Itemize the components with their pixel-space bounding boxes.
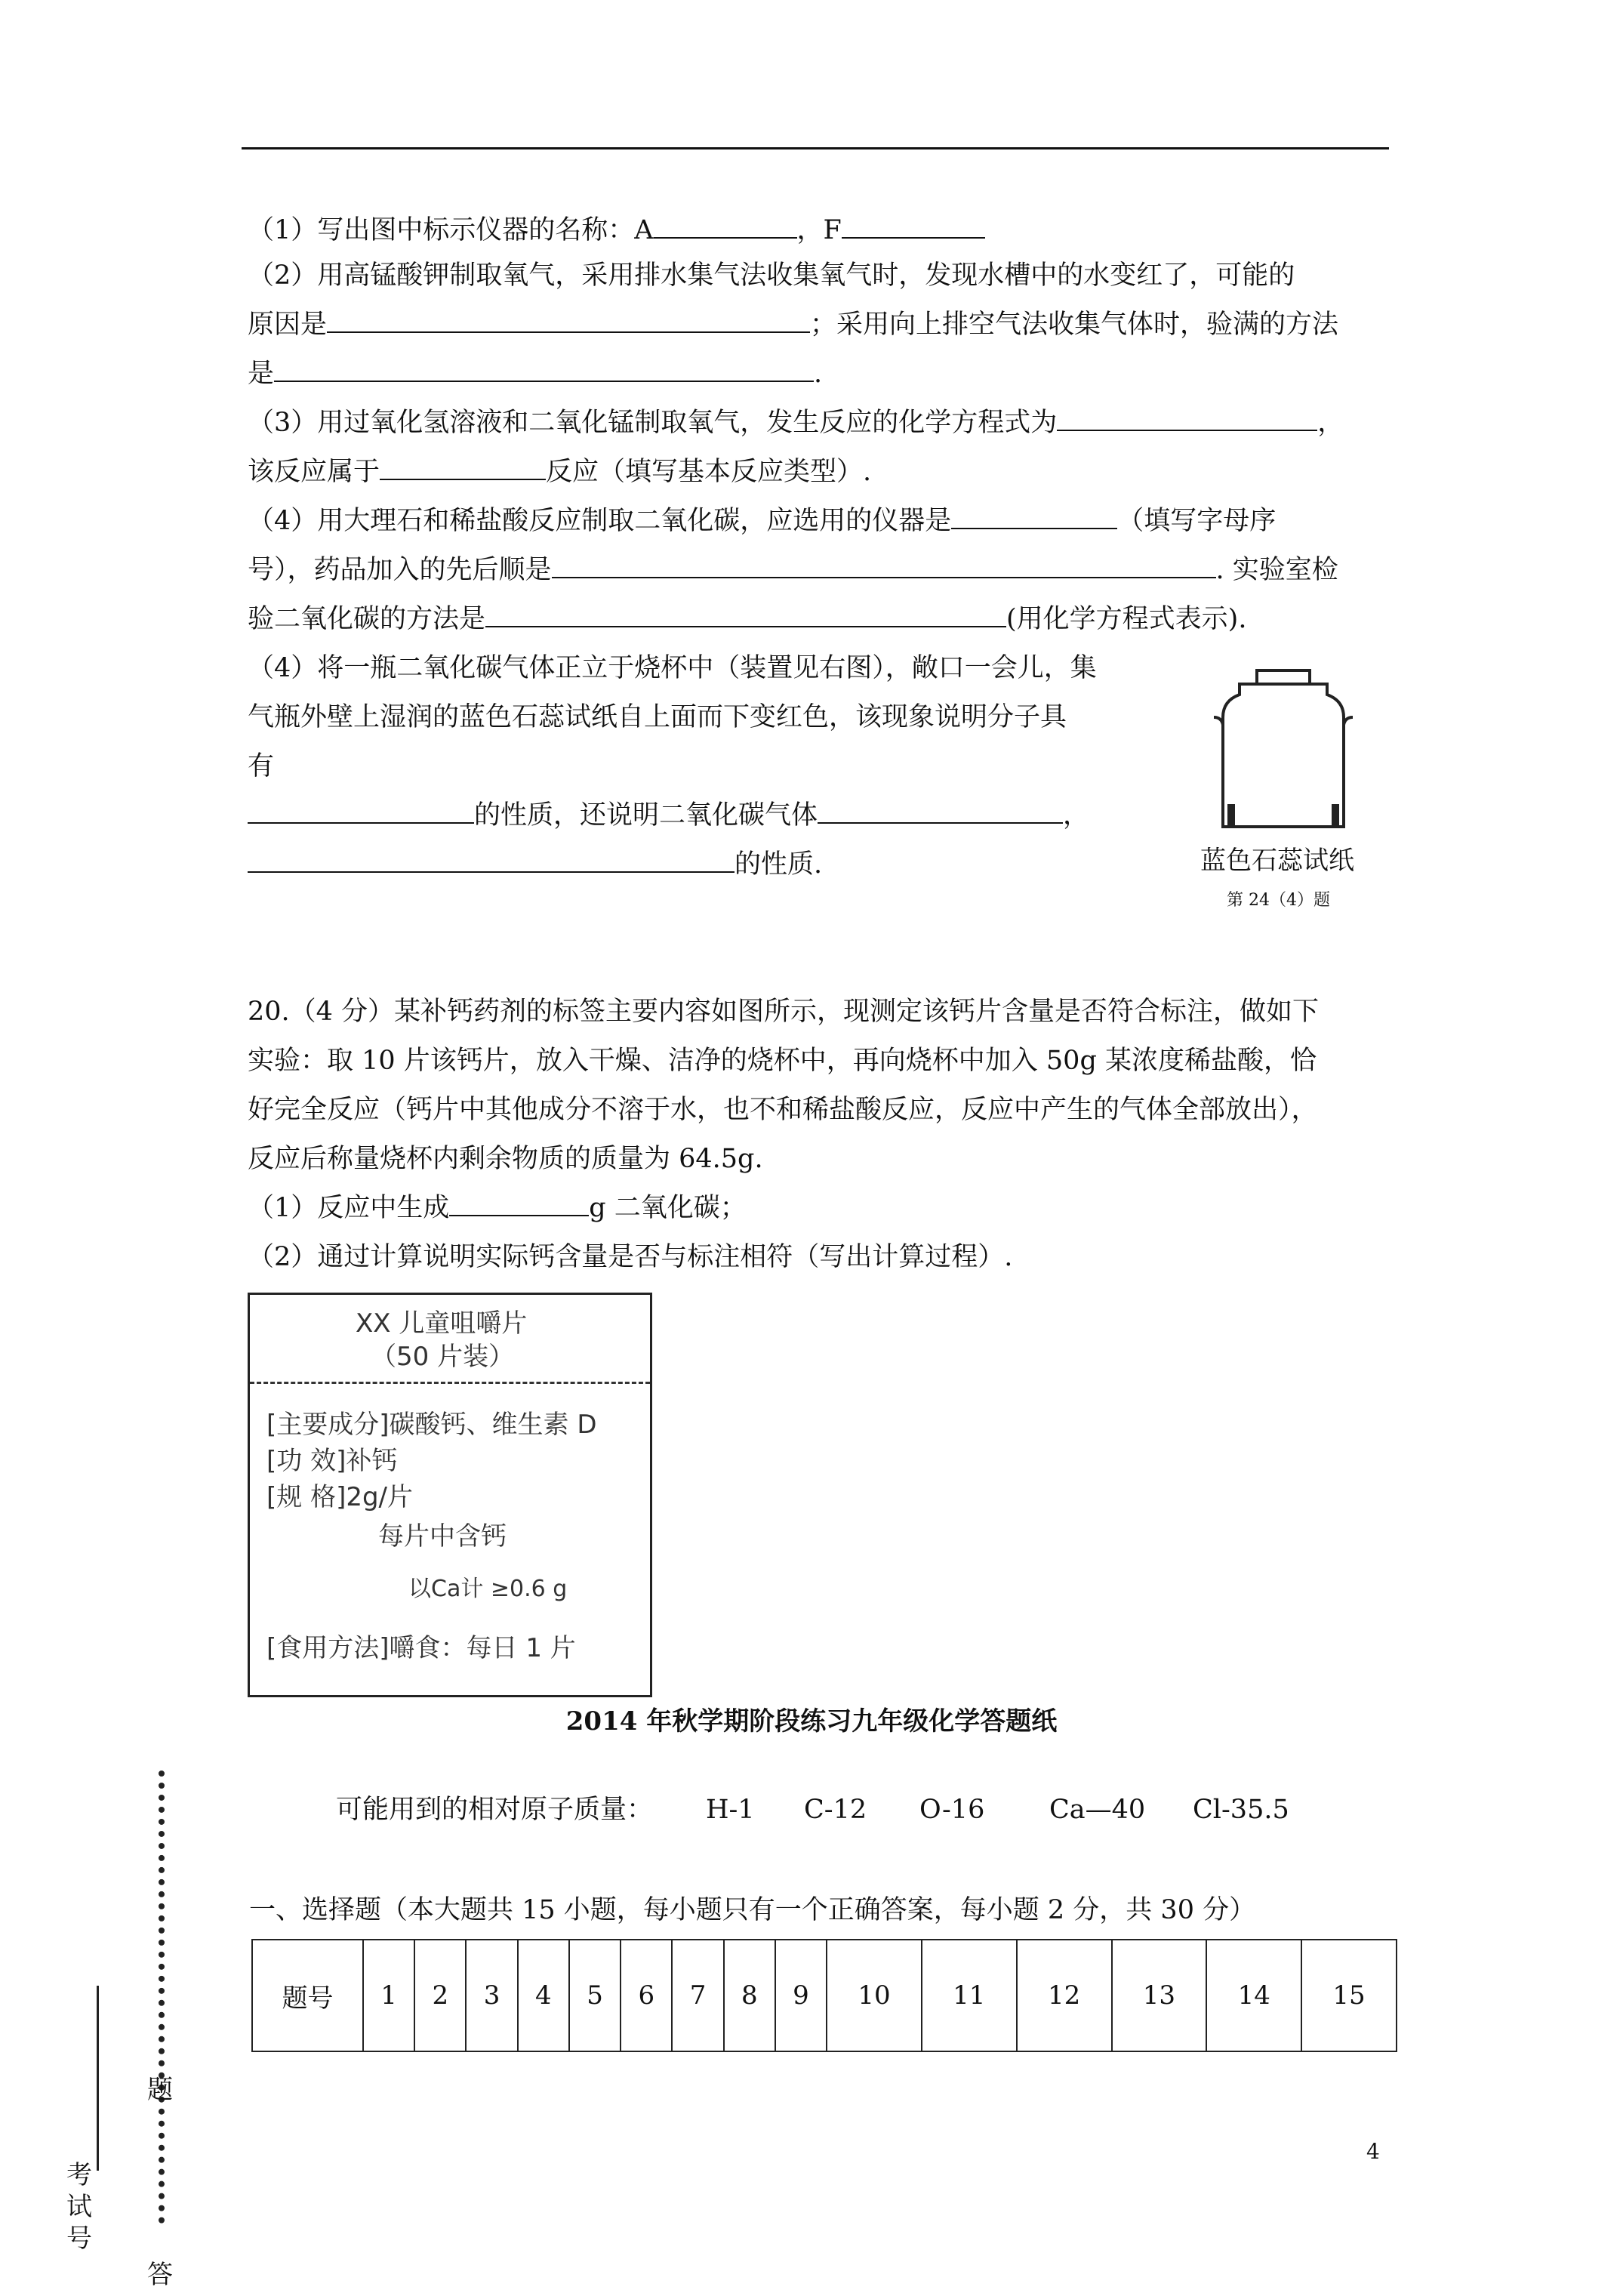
table-header-cell: 6 [621,1940,672,2051]
gas-jar-figure [1200,664,1366,838]
table-header-cell: 15 [1301,1940,1397,2051]
label-divider [250,1382,650,1384]
q20-line-3: 好完全反应（钙片中其他成分不溶于水，也不和稀盐酸反应，反应中产生的气体全部放出）， [248,1095,1318,1125]
table-header-cell: 2 [414,1940,466,2051]
q19-line-14: 的性质. [248,848,822,881]
table-header-cell: 11 [922,1940,1017,2051]
q19-line-7: （4）用大理石和稀盐酸反应制取二氧化碳，应选用的仪器是 （填写字母序 [248,506,1277,536]
q20-line-1: 20.（4 分）某补钙药剂的标签主要内容如图所示，现测定该钙片含量是否符合标注，做如下 [248,997,1320,1027]
q19-line-4: 是 . [248,359,823,389]
q19-line-12: 有 [248,751,275,781]
q19-line-8: 号），药品加入的先后顺是 . 实验室检 [248,555,1338,585]
atomic-mass-ca: Ca—40 [1049,1795,1146,1825]
figure-number: 第 24（4）题 [1227,891,1330,910]
q19-line-11: 气瓶外壁上湿润的蓝色石蕊试纸自上面而下变红色，该现象说明分子具 [248,702,1067,732]
margin-answer-char: 答 [147,2260,173,2290]
label-amount: 以Ca计 ≥0.6 g [408,1576,568,1602]
atomic-mass-label: 可能用到的相对原子质量： [336,1795,654,1825]
atomic-mass-h: H-1 [706,1795,755,1825]
q19-line-9: 验二氧化碳的方法是 (用化学方程式表示). [248,604,1247,634]
table-header-cell: 10 [827,1940,922,2051]
table-header-cell: 3 [466,1940,517,2051]
supplement-label [248,1293,652,1697]
q19-line-13: 的性质，还说明二氧化碳气体 ， [248,799,1089,832]
q19-line-2: （2）用高锰酸钾制取氧气，采用排水集气法收集氧气时，发现水槽中的水变红了，可能的 [248,260,1295,291]
atomic-mass-c: C-12 [804,1795,867,1825]
header-rule [242,147,1389,149]
figure-caption: 蓝色石蕊试纸 [1200,846,1354,876]
binding-dotted-line [159,1771,165,2224]
table-header-cell: 14 [1206,1940,1301,2051]
q20-line-4: 反应后称量烧杯内剩余物质的质量为 64.5g. [248,1144,763,1174]
label-contains: 每片中含钙 [378,1521,507,1552]
q19-line-6: 该反应属于 反应（填写基本反应类型）. [248,457,872,487]
q20-line-5: （1）反应中生成 g 二氧化碳； [248,1193,747,1223]
label-product-name: XX 儿童咀嚼片 [356,1308,528,1339]
table-header-cell: 9 [775,1940,827,2051]
section-title: 一、选择题（本大题共 15 小题，每小题只有一个正确答案，每小题 2 分，共 30 分） [249,1895,1256,1925]
table-header-cell: 4 [518,1940,569,2051]
page-number: 4 [1366,2139,1380,2164]
label-usage: [食用方法]嚼食：每日 1 片 [266,1633,576,1663]
q20-line-2: 实验：取 10 片该钙片，放入干燥、洁净的烧杯中，再向烧杯中加入 50g 某浓度稀盐酸，恰 [248,1046,1317,1076]
label-spec: [规 格]2g/片 [266,1482,414,1512]
exam-no-label: 考试号 [66,2160,92,2254]
q19-line-1: （1）写出图中标示仪器的名称：A ，F [248,214,985,247]
answer-table [251,1939,1397,2052]
label-ingredients: [主要成分]碳酸钙、维生素 D [266,1410,597,1440]
q19-line-3: 原因是 ；采用向上排空气法收集气体时，验满的方法 [248,310,1339,340]
table-header-cell: 5 [569,1940,621,2051]
atomic-mass-o: O-16 [919,1795,985,1825]
table-header-cell: 12 [1017,1940,1112,2051]
table-row [252,1940,1397,2051]
q19-line-5: （3）用过氧化氢溶液和二氧化锰制取氧气，发生反应的化学方程式为 ， [248,408,1344,438]
table-header-cell: 13 [1112,1940,1207,2051]
exam-no-blank [97,1986,99,2171]
answer-sheet-title: 2014 年秋学期阶段练习九年级化学答题纸 [565,1706,1058,1737]
table-header-cell: 题号 [252,1940,363,2051]
margin-question-char: 题 [147,2075,173,2105]
table-header-cell: 1 [363,1940,414,2051]
label-pack: （50 片装） [371,1342,515,1372]
q19-line-10: （4）将一瓶二氧化碳气体正立于烧杯中（装置见右图），敞口一会儿，集 [248,653,1097,683]
label-effect: [功 效]补钙 [266,1446,398,1476]
atomic-mass-cl: Cl-35.5 [1193,1795,1289,1825]
table-header-cell: 8 [724,1940,775,2051]
table-header-cell: 7 [672,1940,723,2051]
q20-line-6: （2）通过计算说明实际钙含量是否与标注相符（写出计算过程）. [248,1242,1013,1272]
